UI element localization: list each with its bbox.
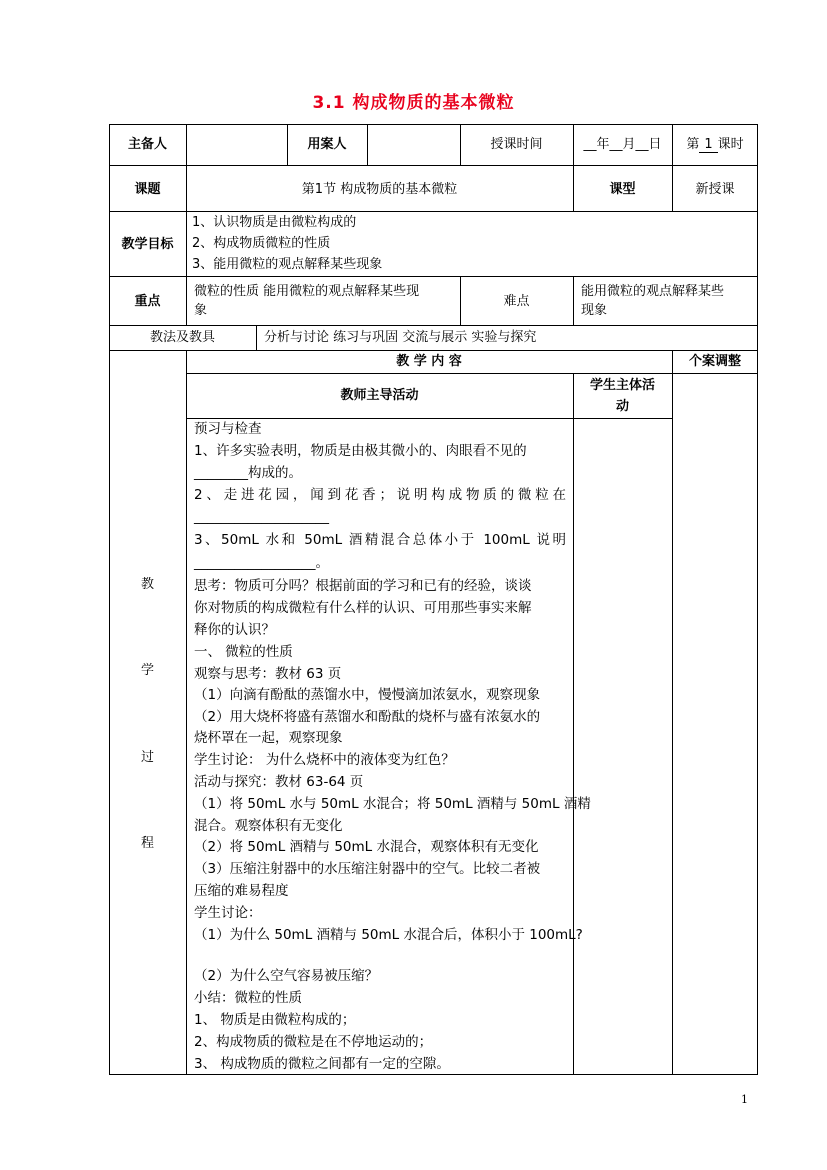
col-divider bbox=[256, 325, 257, 350]
document-title: 3.1 构成物质的基本微粒 bbox=[312, 93, 515, 113]
content-line: （1）向滴有酚酞的蒸馏水中，慢慢滴加浓氨水，观察现象 bbox=[194, 687, 541, 703]
col-divider bbox=[367, 124, 368, 165]
content-line: ________构成的。 bbox=[194, 465, 302, 481]
goals-label: 教学目标 bbox=[121, 237, 174, 252]
preparer-label: 主备人 bbox=[127, 137, 167, 152]
row-divider bbox=[109, 325, 758, 326]
content-line: （1）将 50mL 水与 50mL 水混合；将 50mL 酒精与 50mL 酒精 bbox=[194, 796, 591, 812]
content-line: 2、构成物质的微粒是在不停地运动的； bbox=[194, 1034, 433, 1050]
goal-item: 2、构成物质微粒的性质 bbox=[192, 236, 331, 251]
date-field: __年__月__日 bbox=[583, 137, 662, 152]
time-label: 授课时间 bbox=[490, 137, 543, 152]
content-line: 烧杯罩在一起，观察现象 bbox=[194, 730, 343, 746]
page-number: 1 bbox=[741, 1093, 748, 1106]
col-divider bbox=[573, 276, 574, 325]
col-divider bbox=[186, 276, 187, 325]
key-point-line: 微粒的性质 能用微粒的观点解释某些现 bbox=[194, 284, 420, 299]
goal-item: 3、能用微粒的观点解释某些现象 bbox=[192, 257, 383, 272]
content-line: 学生讨论： bbox=[194, 905, 262, 921]
period-prefix: 第 bbox=[686, 137, 700, 152]
topic-value: 第1节 构成物质的基本微粒 bbox=[301, 182, 458, 197]
content-line: 学生讨论： 为什么烧杯中的液体变为红色？ bbox=[194, 752, 455, 768]
content-line: 压缩的难易程度 bbox=[194, 883, 289, 899]
period-field bbox=[672, 136, 758, 153]
content-line: （2）为什么空气容易被压缩？ bbox=[194, 968, 379, 984]
goal-item: 1、认识物质是由微粒构成的 bbox=[192, 215, 357, 230]
content-line: 活动与探究：教材 63-64 页 bbox=[194, 774, 364, 790]
content-line: __________________。 bbox=[194, 555, 329, 571]
content-line: 2、走进花园，闻到花香；说明构成物质的微粒在 bbox=[194, 487, 566, 503]
row-divider bbox=[109, 350, 758, 351]
key-point-label: 重点 bbox=[134, 294, 161, 309]
period-number: 1 bbox=[699, 138, 717, 153]
key-point-line: 象 bbox=[194, 303, 208, 318]
row-divider bbox=[186, 418, 672, 419]
content-line: 释你的认识？ bbox=[194, 622, 275, 638]
content-line: 3、 构成物质的微粒之间都有一定的空隙。 bbox=[194, 1056, 450, 1072]
col-divider bbox=[672, 350, 673, 1075]
content-line: 观察与思考：教材 63 页 bbox=[194, 666, 342, 682]
process-char: 过 bbox=[140, 750, 154, 765]
lesson-type-label: 课型 bbox=[609, 182, 636, 197]
lesson-type-value: 新授课 bbox=[695, 182, 735, 197]
content-line: 预习与检查 bbox=[194, 421, 262, 437]
content-line: 混合。观察体积有无变化 bbox=[194, 818, 343, 834]
col-divider bbox=[186, 350, 187, 1075]
row-divider bbox=[109, 165, 758, 166]
process-char: 学 bbox=[140, 663, 154, 678]
content-line: （2）用大烧杯将盛有蒸馏水和酚酞的烧杯与盛有浓氨水的 bbox=[194, 709, 541, 725]
user-label: 用案人 bbox=[307, 137, 347, 152]
difficult-point-line: 能用微粒的观点解释某些 bbox=[581, 284, 725, 299]
content-line: 思考：物质可分吗？根据前面的学习和已有的经验，谈谈 bbox=[194, 578, 532, 594]
content-line: 1、许多实验表明，物质是由极其微小的、肉眼看不见的 bbox=[194, 443, 527, 459]
difficult-point-label: 难点 bbox=[503, 294, 530, 309]
process-char: 教 bbox=[140, 577, 154, 592]
content-line: （2）将 50mL 酒精与 50mL 水混合，观察体积有无变化 bbox=[194, 839, 539, 855]
difficult-point-line: 现象 bbox=[581, 303, 608, 318]
content-line: 小结：微粒的性质 bbox=[194, 990, 302, 1006]
content-line: 1、 物质是由微粒构成的； bbox=[194, 1012, 356, 1028]
col-divider bbox=[573, 373, 574, 1075]
teacher-activity-label: 教师主导活动 bbox=[340, 388, 419, 403]
content-line: （3）压缩注射器中的水压缩注射器中的空气。比较二者被 bbox=[194, 861, 541, 877]
row-divider bbox=[109, 276, 758, 277]
methods-value: 分析与讨论 练习与巩固 交流与展示 实验与探究 bbox=[264, 330, 537, 345]
student-activity-label: 动 bbox=[615, 399, 629, 414]
content-line: 一、 微粒的性质 bbox=[194, 644, 293, 660]
case-adjust-label: 个案调整 bbox=[688, 354, 741, 369]
col-divider bbox=[186, 211, 187, 276]
methods-label: 教法及教具 bbox=[149, 330, 215, 345]
content-line: ____________________ bbox=[194, 509, 329, 525]
student-activity-label: 学生主体活 bbox=[589, 378, 655, 393]
content-line: 你对物质的构成微粒有什么样的认识、可用那些事实来解 bbox=[194, 600, 532, 616]
content-line: 3、50mL 水和 50mL 酒精混合总体小于 100mL 说明 bbox=[194, 532, 566, 548]
topic-label: 课题 bbox=[134, 182, 161, 197]
period-suffix: 课时 bbox=[717, 137, 744, 152]
row-divider bbox=[109, 211, 758, 212]
process-char: 程 bbox=[140, 836, 154, 851]
content-header: 教 学 内 容 bbox=[396, 354, 462, 369]
content-line: （1）为什么 50mL 酒精与 50mL 水混合后，体积小于 100mL? bbox=[194, 927, 583, 943]
